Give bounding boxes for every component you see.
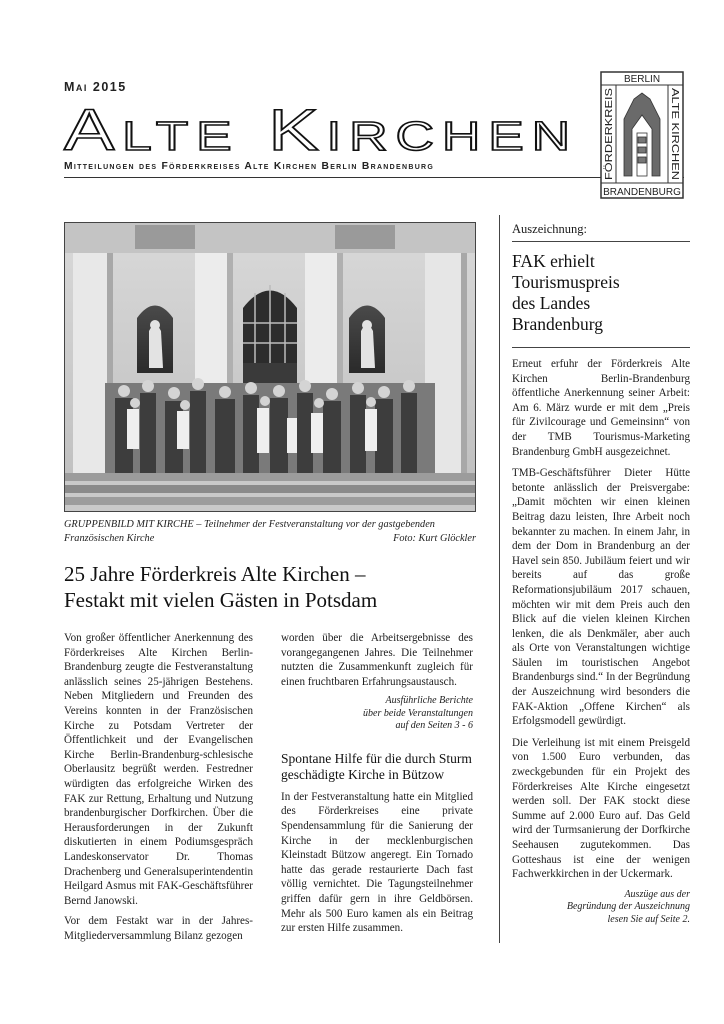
sidebar-headline bbox=[512, 251, 690, 335]
sidebar-rule bbox=[512, 347, 690, 348]
reference-note-line: lesen Sie auf Seite 2. bbox=[607, 913, 690, 925]
sidebar-headline-line: des Landes bbox=[512, 293, 591, 313]
main-article-paragraph: worden über die Arbeitsergebnisse des vorangegangenen Jahres. Die Teilnehmer nutzten die Zusammenkunft zugleich für einen fruchtbaren Erfahrungsaustausch. bbox=[281, 632, 473, 688]
masthead-title-text: Alte Kirchen bbox=[64, 100, 578, 158]
sidebar-kicker: Auszeichnung: bbox=[512, 222, 587, 236]
main-headline-line-1: 25 Jahre Förderkreis Alte Kirchen – bbox=[64, 562, 366, 586]
reference-note-line: Ausführliche Berichte bbox=[385, 695, 473, 707]
second-article-headline bbox=[281, 751, 473, 783]
issue-date: Mai 2015 bbox=[64, 80, 127, 94]
masthead-rule bbox=[64, 177, 684, 178]
sidebar-article bbox=[512, 222, 690, 944]
column-divider bbox=[499, 215, 500, 943]
logo-text-right: ALTE KIRCHEN bbox=[669, 88, 680, 161]
reference-note-line: Auszüge aus der bbox=[624, 888, 690, 900]
main-headline-line-2: Festakt mit vielen Gästen in Potsdam bbox=[64, 587, 378, 612]
sidebar-paragraph: Erneut erfuhr der Förderkreis Alte Kirchen Berlin-Brandenburg öffentliche Anerkennung seiner Arbeit: Am 6. März wurde er mit dem „Preis für Zivilcourage und Gemeinsinn“ von der TMB Tourismus-Marketing Brandenburg GmbH ausgezeichnet. bbox=[512, 358, 690, 458]
sidebar-reference-note bbox=[512, 889, 690, 927]
sidebar-headline-line: Tourismuspreis bbox=[512, 272, 620, 292]
masthead-title bbox=[62, 100, 582, 158]
logo-text-bottom: BRANDENBURG bbox=[603, 187, 681, 198]
logo-text-left: FÖRDERKREIS bbox=[604, 107, 615, 180]
second-headline-line-1: Spontane Hilfe für die durch Sturm bbox=[281, 750, 472, 766]
main-article-column-1 bbox=[64, 631, 253, 949]
main-article-column-2 bbox=[281, 631, 473, 942]
photo-credit: Foto: Kurt Glöckler bbox=[393, 532, 476, 544]
second-article-text: In der Festveranstaltung hatte ein Mitglied des Förderkreises eine private Spendensammlung für die Sanierung der Kirche in der mecklenburgischen Kleinstadt Bützow angeregt. Ein Tornado hatte das gerade restaurierte Dach fast völlig vernichtet. Die Tagungsteilnehmer griffen dafür gern in ihre Geldbörsen. Mehr als 500 Euro kamen als ein Beitrag zur ersten Hilfe zusammen. bbox=[281, 790, 473, 935]
main-article-paragraph: Von großer öffentlicher Anerkennung des Förderkreises Alte Kirchen Berlin-Brandenburg zeugte die Festveranstaltung anlässlich seines 25-jährigen Bestehens. Neben Mitgliedern und Freunden des Vereins konnten in der Französischen Kirche zu Potsdam Vertreter der Öffentlichkeit und der Evangelischen Kirche Berlin-Brandenburg-schlesische Oberlausitz begrüßt werden. Festredner würdigten das erfolgreiche Wirken des FAK zur Rettung, Erhaltung und Nutzung brandenburgischer Dorfkirchen. Über die Herausforderungen in der Zukunft diskutierten in einem Podiumsgespräch Landeskonservator Dr. Thomas Drachenberg und Generalsuperintendentin Heilgard Asmus mit FAK-Geschäftsführer Bernd Janowski. bbox=[64, 632, 253, 907]
second-headline-line-2: geschädigte Kirche in Bützow bbox=[281, 766, 445, 782]
reference-note bbox=[281, 695, 473, 733]
logo-text-top: BERLIN bbox=[623, 74, 661, 85]
caption-lead: GRUPPENBILD MIT KIRCHE bbox=[64, 519, 194, 530]
foerderkreis-logo bbox=[600, 71, 684, 199]
reference-note-line: über beide Veranstaltungen bbox=[363, 707, 473, 719]
main-headline bbox=[64, 562, 484, 613]
masthead-subtitle: Mitteilungen des Förderkreises Alte Kirchen Berlin Brandenburg bbox=[64, 161, 435, 172]
main-article-paragraph: Vor dem Festakt war in der Jahres-Mitgliederversammlung Bilanz gezogen bbox=[64, 915, 253, 942]
sidebar-headline-line: FAK erhielt bbox=[512, 251, 595, 271]
sidebar-rule bbox=[512, 241, 690, 242]
reference-note-line: auf den Seiten 3 - 6 bbox=[395, 720, 473, 732]
caption-text: – Teilnehmer der Festveranstaltung vor der gastgebenden Französischen Kirche bbox=[64, 519, 435, 544]
sidebar-headline-line: Brandenburg bbox=[512, 314, 604, 334]
group-photo bbox=[64, 222, 476, 512]
reference-note-line: Begründung der Auszeichnung bbox=[566, 901, 690, 913]
sidebar-paragraph: Die Verleihung ist mit einem Preisgeld von 1.500 Euro verbunden, das zweckgebunden für ein Projekt des Förderkreises Alte Kirche eingesetzt werden soll. Der FAK stockt diese Summe auf 2.000 Euro auf. Das Geld wird der Turmsanierung der Dorfkirche Seehausen zugutekommen. Das Gotteshaus ist eine der wenigen Fachwerkkirchen in der Uckermark. bbox=[512, 736, 690, 881]
sidebar-paragraph: TMB-Geschäftsführer Dieter Hütte betonte anlässlich der Preisvergabe: „Damit möchten wir einen kleinen Beitrag dazu leisten, Ihre Arbeit noch bekannter zu machen. In einem Jahr, in dem der Dom in Brandenburg an der Havel sein 850. Jubiläum feiert und wir bereits auf das große Reformationsjubiläum 2017 schauen, möchten wir mit dem Preis auch den Blick auf die vielen kleinen Kirchen lenken, die als Denkmäler, aber auch als Orte von Veranstaltungen wichtige Säulen im touristischen Angebot Brandenburgs sind.“ In der Begründung der Auszeichnung wird besonders die FAK-Aktion „Offene Kirchen“ als Erfolgsmodell gewürdigt. bbox=[512, 467, 690, 728]
sidebar-body bbox=[512, 357, 690, 926]
photo-caption bbox=[64, 518, 476, 545]
